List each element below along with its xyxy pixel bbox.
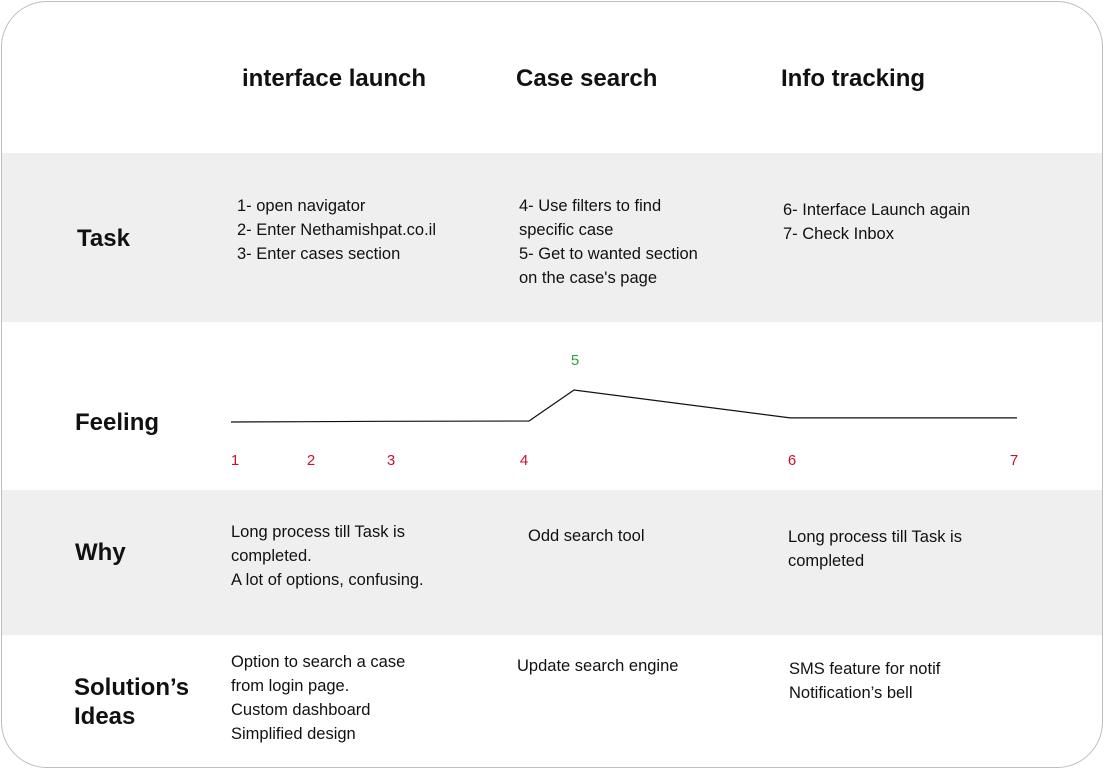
feeling-step-label-5: 5: [570, 352, 580, 369]
why-line: Long process till Task is: [788, 528, 962, 546]
why-cell-case-search: [528, 524, 644, 548]
solution-cell-interface-launch: [231, 650, 405, 746]
feeling-step-label-1: 1: [230, 452, 240, 469]
solution-line: Update search engine: [517, 657, 679, 675]
task-step: 2- Enter Nethamishpat.co.il: [237, 221, 437, 239]
why-line: Odd search tool: [528, 527, 645, 545]
task-step: 3- Enter cases section: [237, 245, 401, 263]
solution-line: Custom dashboard: [231, 701, 371, 719]
task-step: 4- Use filters to find: [519, 197, 662, 215]
feeling-step-label-3: 3: [386, 452, 396, 469]
feeling-chart: [2, 2, 1102, 767]
feeling-step-label-2: 2: [306, 452, 316, 469]
feeling-step-label-6: 6: [787, 452, 797, 469]
solution-line: SMS feature for notif: [789, 660, 941, 678]
row-label-task: Task: [77, 225, 130, 252]
why-line: A lot of options, confusing.: [231, 571, 424, 589]
row-label-why: Why: [75, 539, 126, 566]
feeling-step-label-4: 4: [519, 452, 529, 469]
solution-line: Notification’s bell: [789, 684, 913, 702]
task-step: on the case's page: [519, 269, 658, 287]
column-header-info-tracking: Info tracking: [781, 65, 926, 92]
task-step: 5- Get to wanted section: [519, 245, 698, 263]
task-step: specific case: [519, 221, 614, 239]
solution-line: Simplified design: [231, 725, 356, 743]
task-step: 1- open navigator: [237, 197, 366, 215]
task-step: 6- Interface Launch again: [783, 201, 971, 219]
solution-cell-info-tracking: [789, 657, 940, 705]
why-line: completed: [788, 552, 865, 570]
why-line: Long process till Task is: [231, 523, 405, 541]
row-label-solutions-line2: Ideas: [74, 703, 136, 730]
column-header-case-search: Case search: [516, 65, 658, 92]
journey-map-frame: [1, 1, 1103, 768]
solution-line: Option to search a case: [231, 653, 406, 671]
why-cell-interface-launch: [231, 520, 424, 592]
solution-line: from login page.: [231, 677, 350, 695]
feeling-line: [231, 390, 1017, 422]
feeling-step-label-7: 7: [1009, 452, 1019, 469]
why-line: completed.: [231, 547, 312, 565]
solution-cell-case-search: [517, 654, 678, 678]
column-header-interface-launch: interface launch: [242, 65, 427, 92]
task-step: 7- Check Inbox: [783, 225, 894, 243]
why-cell-info-tracking: [788, 525, 962, 573]
row-label-feeling: Feeling: [75, 409, 160, 436]
row-label-solutions-line1: Solution’s: [74, 674, 190, 701]
